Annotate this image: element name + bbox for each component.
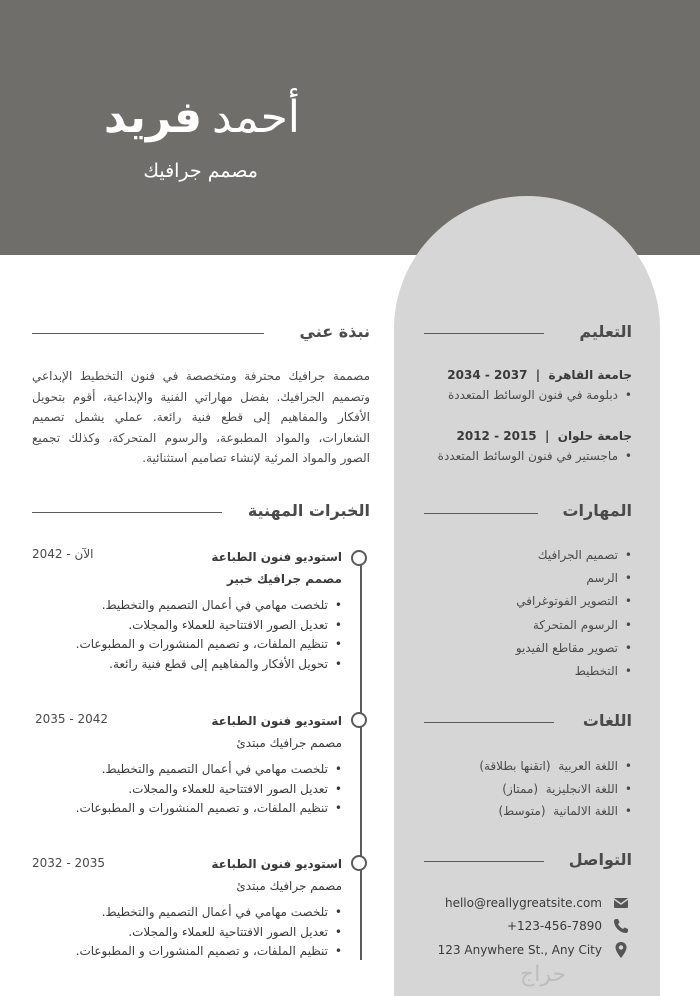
language-name: اللغة الالمانية <box>553 804 618 818</box>
language-item <box>479 755 632 778</box>
experience-rule <box>32 512 222 513</box>
language-name: اللغة العربية <box>558 759 618 773</box>
contact-email[interactable] <box>410 894 630 914</box>
contact-phone[interactable] <box>410 917 630 937</box>
education-item <box>412 368 632 402</box>
skill-item: • الرسم <box>516 567 632 590</box>
languages-rule <box>424 722 554 723</box>
job-bullet: • تعديل الصور الافتتاحية للعملاء والمجلات. <box>60 923 342 943</box>
company-name: استوديو فنون الطباعة <box>211 714 342 728</box>
job-bullet: • تنظيم الملفات، و تصميم المنشورات و المطبوعات. <box>60 942 342 962</box>
education-title: التعليم <box>579 322 632 341</box>
candidate-name <box>104 92 300 143</box>
address-text: 123 Anywhere St., Any City <box>437 943 602 957</box>
institution: جامعة القاهرة <box>548 368 632 382</box>
job-bullet: • تنظيم الملفات، و تصميم المنشورات و المطبوعات. <box>60 635 342 655</box>
phone-icon <box>612 917 630 935</box>
about-rule <box>32 333 264 334</box>
job-bullet: • تعديل الصور الافتتاحية للعملاء والمجلات. <box>60 616 342 636</box>
language-item <box>479 778 632 801</box>
job-bullets <box>60 760 342 819</box>
education-years: 2015 - 2012 <box>456 429 537 443</box>
job-bullets <box>60 596 342 674</box>
skill-item: • تصوير مقاطع الفيديو <box>516 637 632 660</box>
email-icon <box>612 894 630 912</box>
contact-title: التواصل <box>568 850 632 869</box>
education-years: 2037 - 2034 <box>447 368 528 382</box>
job-bullet: • تلخصت مهامي في أعمال التصميم والتخطيط. <box>60 760 342 780</box>
language-level: (متوسط) <box>498 804 546 818</box>
first-name: أحمد <box>212 92 300 143</box>
timeline-line <box>360 558 362 960</box>
company-name: استوديو فنون الطباعة <box>211 550 342 564</box>
job-entry <box>60 714 342 819</box>
job-date: 2042 - الآن <box>32 547 94 561</box>
job-title: مصمم جرافيك <box>143 160 258 182</box>
job-bullet: • تعديل الصور الافتتاحية للعملاء والمجلات. <box>60 780 342 800</box>
job-bullet: • تلخصت مهامي في أعمال التصميم والتخطيط. <box>60 903 342 923</box>
timeline-dot <box>351 855 367 871</box>
skill-item: • تصميم الجرافيك <box>516 544 632 567</box>
education-heading: جامعة حلوان | 2015 - 2012 <box>456 429 632 443</box>
timeline-dot <box>351 550 367 566</box>
job-entry <box>60 550 342 674</box>
job-bullet: • تنظيم الملفات، و تصميم المنشورات و المطبوعات. <box>60 799 342 819</box>
phone-text[interactable]: +123-456-7890 <box>506 919 602 933</box>
skills-title: المهارات <box>562 501 632 520</box>
company-name: استوديو فنون الطباعة <box>211 857 342 871</box>
about-title: نبذة عني <box>299 322 370 341</box>
timeline-dot <box>351 712 367 728</box>
job-role: مصمم جرافيك خبير <box>226 572 342 586</box>
job-bullet: • تحويل الأفكار والمفاهيم إلى قطع فنية رائعة. <box>60 655 342 675</box>
job-entry <box>60 857 342 962</box>
job-bullet: • تلخصت مهامي في أعمال التصميم والتخطيط. <box>60 596 342 616</box>
education-degree: • ماجستير في فنون الوسائط المتعددة <box>412 449 632 463</box>
location-pin-icon <box>612 941 630 959</box>
job-date: 2032 - 2035 <box>32 856 106 870</box>
institution: جامعة حلوان <box>557 429 632 443</box>
education-degree: • دبلومة في فنون الوسائط المتعددة <box>412 388 632 402</box>
job-bullets <box>60 903 342 962</box>
education-rule <box>424 333 544 334</box>
watermark: حراج <box>520 962 567 987</box>
job-role: مصمم جرافيك مبتدئ <box>236 879 342 893</box>
skills-rule <box>424 513 538 514</box>
languages-title: اللغات <box>582 711 632 730</box>
education-item <box>412 429 632 463</box>
skill-item: • التصوير الفوتوغرافي <box>516 590 632 613</box>
language-level: (ممتاز) <box>502 781 539 796</box>
education-heading: جامعة القاهرة | 2037 - 2034 <box>447 368 632 382</box>
languages-list <box>479 755 632 823</box>
skill-item: • الرسوم المتحركة <box>516 614 632 637</box>
job-date: 2035 - 2042 <box>35 712 109 726</box>
language-name: اللغة الانجليزية <box>545 781 618 796</box>
language-level: (اتقنها بطلاقة) <box>479 759 551 773</box>
last-name: فريد <box>103 92 203 143</box>
experience-title: الخبرات المهنية <box>247 501 370 520</box>
contact-rule <box>424 861 544 862</box>
skill-item: • التخطيط <box>516 660 632 683</box>
skills-list <box>516 544 632 683</box>
email-text[interactable]: hello@reallygreatsite.com <box>444 896 602 910</box>
job-role: مصمم جرافيك مبتدئ <box>236 736 342 750</box>
about-text: مصممة جرافيك محترفة ومتخصصة في فنون التخطيط الإبداعي وتصميم الجرافيك. بفضل مهاراتي الفنية والإبداعية، أقوم بتحويل الأفكار والمفاهيم إلى قطع فنية رائعة. عملي يشمل تصميم الشعارات، والمواد المطبوعة، والرسوم المتحركة، وكذلك تجميع الصور والمواد المرئية لإنشاء تصاميم استثنائية. <box>32 369 370 465</box>
contact-address <box>410 941 630 961</box>
language-item <box>479 800 632 823</box>
